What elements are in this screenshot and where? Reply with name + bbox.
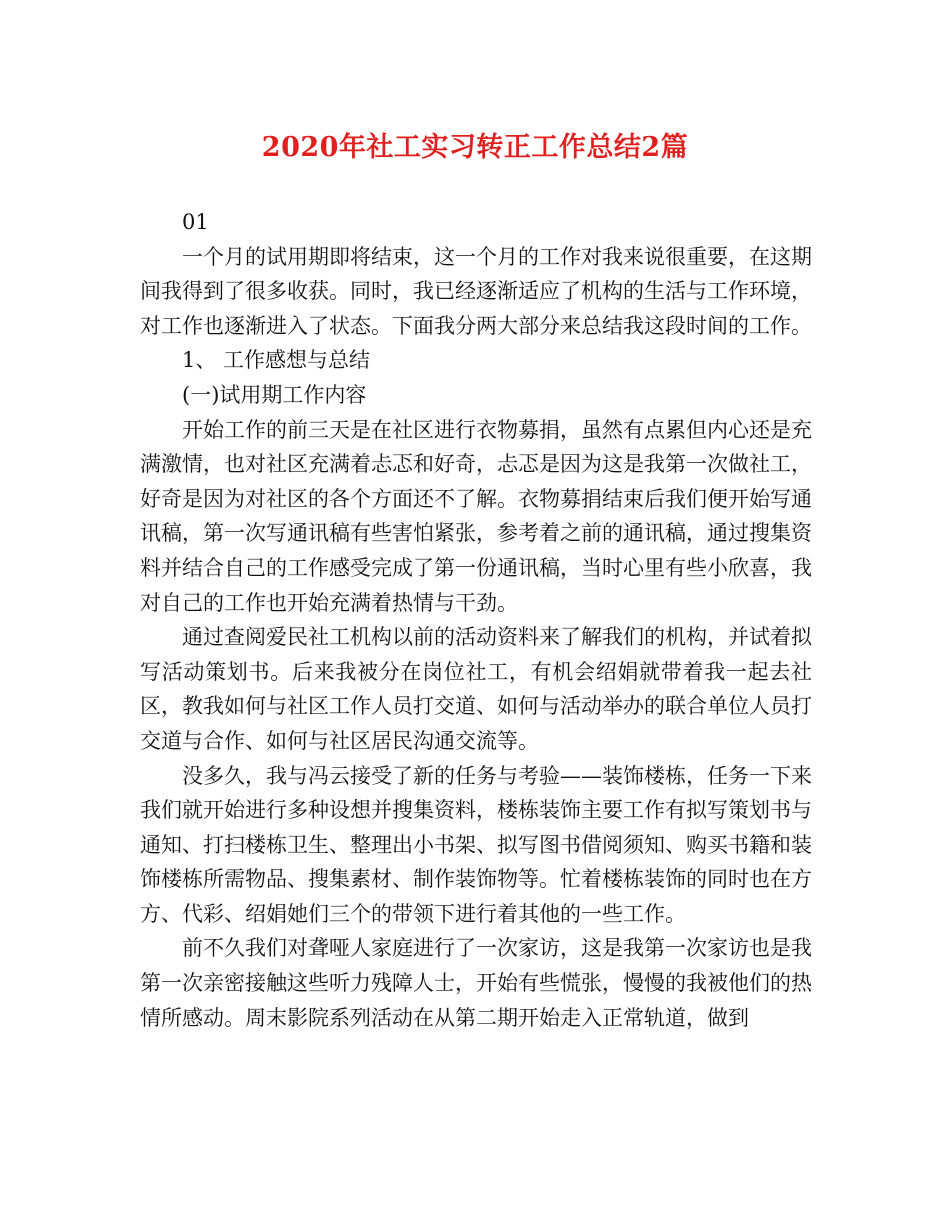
section-heading: 1、 工作感想与总结 <box>182 348 371 373</box>
intro-paragraph: 一个月的试用期即将结束，这一个月的工作对我来说很重要，在这期间我得到了很多收获。同时，我已经逐渐适应了机构的生活与工作环境，对工作也逐渐进入了状态。下面我分两大部分来总结我这段时间的工作。 <box>140 244 812 338</box>
body-paragraph: 前不久我们对聋哑人家庭进行了一次家访，这是我第一次家访也是我第一次亲密接触这些听力残障人士，开始有些慌张，慢慢的我被他们的热情所感动。周末影院系列活动在从第二期开始走入正常轨道，做到 <box>140 936 812 1030</box>
body-paragraph: 没多久，我与冯云接受了新的任务与考验——装饰楼栋，任务一下来我们就开始进行多种设想并搜集资料，楼栋装饰主要工作有拟写策划书与通知、打扫楼栋卫生、整理出小书架、拟写图书借阅须知、购买书籍和装饰楼栋所需物品、搜集素材、制作装饰物等。忙着楼栋装饰的同时也在方方、代彩、绍娟她们三个的带领下进行着其他的一些工作。 <box>140 763 812 926</box>
subsection-heading: (一)试用期工作内容 <box>182 382 367 407</box>
body-paragraph: 开始工作的前三天是在社区进行衣物募捐，虽然有点累但内心还是充满激情，也对社区充满着忐忑和好奇，忐忑是因为这是我第一次做社工，好奇是因为对社区的各个方面还不了解。衣物募捐结束后我们便开始写通讯稿，第一次写通讯稿有些害怕紧张，参考着之前的通讯稿，通过搜集资料并结合自己的工作感受完成了第一份通讯稿，当时心里有些小欣喜，我对自己的工作也开始充满着热情与干劲。 <box>140 417 812 615</box>
document-body <box>140 205 812 1035</box>
body-paragraph: 通过查阅爱民社工机构以前的活动资料来了解我们的机构，并试着拟写活动策划书。后来我被分在岗位社工，有机会绍娟就带着我一起去社区，教我如何与社区工作人员打交道、如何与活动举办的联合单位人员打交道与合作、如何与社区居民沟通交流等。 <box>140 625 812 753</box>
section-number: 01 <box>182 210 209 234</box>
document-title: 2020年社工实习转正工作总结2篇 <box>261 132 689 163</box>
